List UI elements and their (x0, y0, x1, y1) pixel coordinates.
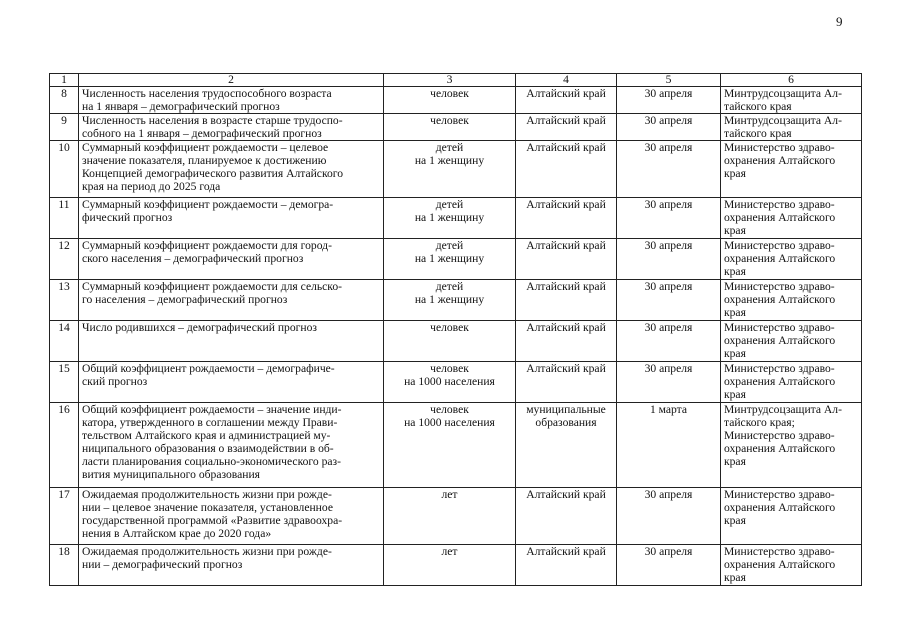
level-cell (516, 114, 617, 141)
responsible-cell-line: края (724, 167, 746, 180)
column-header: 2 (79, 74, 384, 87)
responsible-cell-line: Министерство здраво- (724, 141, 835, 154)
responsible-cell-line: Министерство здраво- (724, 198, 835, 211)
deadline-cell: 30 апреля (617, 545, 721, 586)
unit-cell-line: детей (435, 239, 464, 252)
level-cell (516, 321, 617, 362)
row-number-cell: 15 (50, 362, 79, 403)
responsible-cell-line: охранения Алтайского (724, 501, 836, 514)
responsible-cell-line: охранения Алтайского (724, 211, 836, 224)
unit-cell-line: человек (430, 403, 469, 416)
unit-cell (384, 545, 516, 586)
indicator-cell (79, 280, 384, 321)
indicator-cell-line: Численность населения трудоспособного возраста (82, 87, 332, 100)
unit-cell (384, 114, 516, 141)
indicators-table (49, 73, 862, 586)
indicator-cell-line: нии – демографический прогноз (82, 558, 243, 571)
level-cell-line: Алтайский край (526, 280, 606, 293)
row-number-cell: 10 (50, 141, 79, 198)
responsible-cell-line: Министерство здраво- (724, 362, 835, 375)
responsible-cell-line: тайского края; (724, 416, 795, 429)
indicator-cell (79, 362, 384, 403)
indicator-cell (79, 114, 384, 141)
responsible-cell-line: края (724, 571, 746, 584)
responsible-cell-line: Министерство здраво- (724, 239, 835, 252)
unit-cell-line: на 1 женщину (414, 211, 485, 224)
indicator-cell-line: ского населения – демографический прогноз (82, 252, 304, 265)
responsible-cell (721, 87, 862, 114)
level-cell (516, 141, 617, 198)
row-number-cell: 18 (50, 545, 79, 586)
unit-cell (384, 280, 516, 321)
responsible-cell-line: края (724, 388, 746, 401)
indicator-cell-line: ский прогноз (82, 375, 148, 388)
indicator-cell (79, 239, 384, 280)
unit-cell-line: лет (441, 545, 458, 558)
responsible-cell (721, 488, 862, 545)
responsible-cell-line: края (724, 514, 746, 527)
indicator-cell-line: фический прогноз (82, 211, 173, 224)
unit-cell-line: человек (430, 114, 469, 127)
responsible-cell (721, 114, 862, 141)
row-number-cell: 12 (50, 239, 79, 280)
responsible-cell-line: охранения Алтайского (724, 442, 836, 455)
column-header: 6 (721, 74, 862, 87)
responsible-cell-line: охранения Алтайского (724, 154, 836, 167)
level-cell-line: Алтайский край (526, 198, 606, 211)
indicator-cell (79, 545, 384, 586)
indicator-cell-line: Суммарный коэффициент рождаемости для город- (82, 239, 332, 252)
indicator-cell-line: Суммарный коэффициент рождаемости – демогра- (82, 198, 334, 211)
level-cell (516, 488, 617, 545)
responsible-cell-line: края (724, 306, 746, 319)
responsible-cell-line: Министерство здраво- (724, 545, 835, 558)
row-number-cell: 17 (50, 488, 79, 545)
responsible-cell-line: края (724, 347, 746, 360)
unit-cell-line: человек (430, 321, 469, 334)
indicator-cell-line: Число родившихся – демографический прогноз (82, 321, 317, 334)
level-cell-line: муниципальные (526, 403, 606, 416)
table-row (50, 87, 862, 114)
unit-cell-line: на 1000 населения (404, 375, 495, 388)
unit-cell (384, 362, 516, 403)
table-row (50, 403, 862, 488)
indicator-cell (79, 141, 384, 198)
unit-cell-line: на 1 женщину (414, 252, 485, 265)
responsible-cell-line: края (724, 455, 746, 468)
unit-cell-line: детей (435, 280, 464, 293)
responsible-cell (721, 141, 862, 198)
responsible-cell-line: Минтрудсоцзащита Ал- (724, 87, 842, 100)
unit-cell (384, 403, 516, 488)
unit-cell (384, 321, 516, 362)
deadline-cell: 30 апреля (617, 488, 721, 545)
indicator-cell-line: нения в Алтайском крае до 2020 года» (82, 527, 272, 540)
table-row (50, 239, 862, 280)
unit-cell-line: детей (435, 141, 464, 154)
deadline-cell: 1 марта (617, 403, 721, 488)
indicator-cell (79, 321, 384, 362)
unit-cell-line: детей (435, 198, 464, 211)
deadline-cell: 30 апреля (617, 87, 721, 114)
indicator-cell-line: Суммарный коэффициент рождаемости для сельско- (82, 280, 343, 293)
deadline-cell: 30 апреля (617, 280, 721, 321)
table-row (50, 321, 862, 362)
unit-cell-line: человек (430, 362, 469, 375)
table-row (50, 362, 862, 403)
responsible-cell-line: Министерство здраво- (724, 280, 835, 293)
indicator-cell (79, 488, 384, 545)
unit-cell-line: лет (441, 488, 458, 501)
responsible-cell (721, 198, 862, 239)
responsible-cell-line: охранения Алтайского (724, 375, 836, 388)
level-cell-line: образования (535, 416, 597, 429)
level-cell-line: Алтайский край (526, 114, 606, 127)
deadline-cell: 30 апреля (617, 114, 721, 141)
responsible-cell (721, 239, 862, 280)
row-number-cell: 13 (50, 280, 79, 321)
level-cell-line: Алтайский край (526, 545, 606, 558)
indicator-cell (79, 198, 384, 239)
responsible-cell (721, 545, 862, 586)
responsible-cell-line: охранения Алтайского (724, 252, 836, 265)
column-header: 3 (384, 74, 516, 87)
indicator-cell-line: Общий коэффициент рождаемости – значение инди- (82, 403, 342, 416)
responsible-cell-line: Министерство здраво- (724, 429, 835, 442)
responsible-cell (721, 280, 862, 321)
table-header-row (50, 74, 862, 87)
indicator-cell-line: нии – целевое значение показателя, установленное (82, 501, 333, 514)
level-cell-line: Алтайский край (526, 362, 606, 375)
responsible-cell-line: тайского края (724, 127, 792, 140)
indicator-cell-line: государственной программой «Развитие здравоохра- (82, 514, 343, 527)
level-cell-line: Алтайский край (526, 141, 606, 154)
unit-cell-line: на 1 женщину (414, 293, 485, 306)
responsible-cell (721, 321, 862, 362)
row-number-cell: 9 (50, 114, 79, 141)
responsible-cell (721, 403, 862, 488)
unit-cell-line: на 1 женщину (414, 154, 485, 167)
level-cell (516, 403, 617, 488)
indicator-cell-line: Ожидаемая продолжительность жизни при рожде- (82, 488, 332, 501)
table-row (50, 198, 862, 239)
indicator-cell-line: вития муниципального образования (82, 468, 260, 481)
page-number: 9 (836, 14, 843, 29)
indicator-cell-line: Суммарный коэффициент рождаемости – целевое (82, 141, 329, 154)
table-row (50, 545, 862, 586)
deadline-cell: 30 апреля (617, 141, 721, 198)
unit-cell (384, 87, 516, 114)
unit-cell (384, 239, 516, 280)
responsible-cell-line: края (724, 224, 746, 237)
responsible-cell-line: Минтрудсоцзащита Ал- (724, 114, 842, 127)
unit-cell-line: человек (430, 87, 469, 100)
responsible-cell-line: Минтрудсоцзащита Ал- (724, 403, 842, 416)
table-row (50, 280, 862, 321)
responsible-cell-line: Министерство здраво- (724, 488, 835, 501)
deadline-cell: 30 апреля (617, 362, 721, 403)
row-number-cell: 11 (50, 198, 79, 239)
unit-cell-line: на 1000 населения (404, 416, 495, 429)
indicator-cell-line: Численность населения в возрасте старше трудоспо- (82, 114, 343, 127)
level-cell (516, 280, 617, 321)
level-cell (516, 239, 617, 280)
row-number-cell: 14 (50, 321, 79, 362)
indicator-cell-line: Общий коэффициент рождаемости – демографиче- (82, 362, 335, 375)
indicator-cell-line: тельством Алтайского края и администрацией му- (82, 429, 331, 442)
indicator-cell-line: на 1 января – демографический прогноз (82, 100, 280, 113)
level-cell-line: Алтайский край (526, 321, 606, 334)
level-cell-line: Алтайский край (526, 488, 606, 501)
level-cell (516, 545, 617, 586)
indicator-cell-line: ниципального образования о взаимодействии в об- (82, 442, 334, 455)
responsible-cell-line: Министерство здраво- (724, 321, 835, 334)
responsible-cell (721, 362, 862, 403)
level-cell (516, 87, 617, 114)
deadline-cell: 30 апреля (617, 321, 721, 362)
table-row (50, 141, 862, 198)
level-cell-line: Алтайский край (526, 239, 606, 252)
responsible-cell-line: охранения Алтайского (724, 293, 836, 306)
column-header: 4 (516, 74, 617, 87)
indicator-cell-line: катора, утвержденного в соглашении между Прави- (82, 416, 338, 429)
indicator-cell-line: ласти планирования социально-экономического раз- (82, 455, 341, 468)
unit-cell (384, 141, 516, 198)
indicator-cell-line: Ожидаемая продолжительность жизни при рожде- (82, 545, 332, 558)
indicator-cell-line: Концепцией демографического развития Алтайского (82, 167, 344, 180)
indicator-cell-line: значение показателя, планируемое к достижению (82, 154, 327, 167)
indicator-cell-line: го населения – демографический прогноз (82, 293, 288, 306)
row-number-cell: 8 (50, 87, 79, 114)
responsible-cell-line: охранения Алтайского (724, 334, 836, 347)
row-number-cell: 16 (50, 403, 79, 488)
level-cell (516, 198, 617, 239)
deadline-cell: 30 апреля (617, 239, 721, 280)
indicator-cell-line: собного на 1 января – демографический прогноз (82, 127, 322, 140)
level-cell (516, 362, 617, 403)
column-header: 1 (50, 74, 79, 87)
indicator-cell (79, 87, 384, 114)
column-header: 5 (617, 74, 721, 87)
unit-cell (384, 488, 516, 545)
responsible-cell-line: охранения Алтайского (724, 558, 836, 571)
responsible-cell-line: края (724, 265, 746, 278)
table-row (50, 488, 862, 545)
table-row (50, 114, 862, 141)
unit-cell (384, 198, 516, 239)
responsible-cell-line: тайского края (724, 100, 792, 113)
level-cell-line: Алтайский край (526, 87, 606, 100)
deadline-cell: 30 апреля (617, 198, 721, 239)
indicator-cell-line: края на период до 2025 года (82, 180, 221, 193)
indicator-cell (79, 403, 384, 488)
